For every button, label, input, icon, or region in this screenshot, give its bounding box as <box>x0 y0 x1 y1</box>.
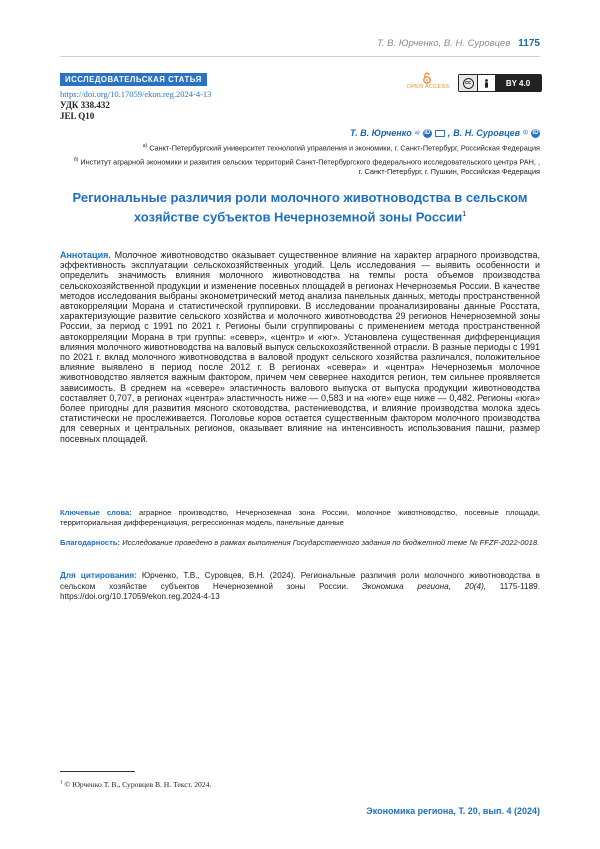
citation-journal: Экономика региона, 20(4), <box>361 581 487 591</box>
udk-code: УДК 338.432 <box>60 100 110 110</box>
orcid-icon[interactable]: iD <box>532 130 539 136</box>
journal-footer: Экономика региона, Т. 20, вып. 4 (2024) <box>366 806 540 816</box>
citation <box>60 571 540 603</box>
acknowledgments-text: Исследование проведено в рамках выполнения Государственного задания по бюджетной теме № FFZF-2022-0018. <box>122 538 540 547</box>
footnote <box>60 780 211 789</box>
open-access-logo <box>398 74 458 96</box>
running-authors: Т. В. Юрченко, В. Н. Суровцев <box>376 38 511 49</box>
license-label: BY 4.0 <box>495 75 541 91</box>
title-footnote-mark: 1 <box>462 211 467 218</box>
open-access-text: OPEN ACCESS <box>406 84 450 90</box>
article-title <box>60 189 540 225</box>
attribution-person-icon <box>483 79 490 88</box>
abstract-text: Молочное животноводство оказывает существенное влияние на характер аграрного производства, эффективность эксплуатации сельскохозяйственных угодий. Цель исследования — выявить особенности и определить значимость влияния молочного животноводства на темпы роста объемов производства сельскохозяйственной продукции и изменение посевных площадей в регионах Нечерноземья России. В качестве методов исследования выбраны эконометрический метод анализа панельных данных, методы пространственной автокорреляции Морана и статистической группировки. В исследовании проанализированы данные Росстата, характеризующие развитие сельского хозяйства и молочного животноводства 29 регионов Нечерноземной зоны России, за период с 1991 по 2021 г. Регионы были сгруппированы с применением метода пространственной автокорреляции Морана в три группы: «север», «центр» и «юг». Установлена существенная дифференциация влияния молочного животноводства на валовый выпуск сельскохозяйственной отрасли. В разные периоды с 1991 по 2021 г. вклад молочного животноводства в валовой продукт сельского хозяйства различался, положительное влияние выявлено в период после 2012 г. В регионах «севера» и «центра» Нечерноземья молочное животноводство является важным фактором, причем чем севернее находится регион, тем сильнее проявляется зависимость. В среднем на «севере» эластичность валового выпуска от выпуска продукции животноводства составляет 0,707, в регионах «центра» эластичность ниже — 0,583 и на «юге» еще ниже — 0,482. Регионы «юга» более пригодны для развития мясного скотоводства, растениеводства, и влияние производства молока здесь статистически не прослеживается. Поголовье коров остается существенным фактором молочного производства для северных и центральных регионов, оказывает влияние на интенсивность использования пашни, размер посевных площадей. <box>60 250 540 444</box>
header-rule <box>60 56 540 57</box>
affiliation-text: Институт аграрной экономики и развития сельских территорий Санкт-Петербургского федерального исследовательского центра РАН, , г. Санкт-Петербург, г. Пушкин, Российская Федерация <box>80 157 540 177</box>
running-head <box>377 38 540 49</box>
affiliation-mark: б) <box>523 130 528 136</box>
keywords <box>60 508 540 528</box>
open-access-lock-icon <box>422 72 432 84</box>
abstract <box>60 250 540 444</box>
cc-license-badge[interactable] <box>458 74 542 92</box>
affiliation-mark: б) <box>73 157 79 163</box>
acknowledgments <box>60 538 540 548</box>
author-line <box>350 128 540 138</box>
article-type-badge: ИССЛЕДОВАТЕЛЬСКАЯ СТАТЬЯ <box>60 73 207 86</box>
affiliation-text: Санкт-Петербургский университет технологий управления и экономики, г. Санкт-Петербург, Российская Федерация <box>149 143 540 153</box>
author-separator: , <box>447 128 451 138</box>
footnote-mark: 1 <box>60 780 63 786</box>
orcid-icon[interactable]: iD <box>424 130 431 136</box>
cc-icon: cc <box>463 78 474 89</box>
citation-pages-doi: 1175-1189. https://doi.org/10.17059/ekon.reg.2024-4-13 <box>60 581 540 601</box>
keywords-text: аграрное производство, Нечерноземная зона России, молочное животноводство, посевные площади, территориальная дифференциация, регрессионная модель, панельные данные <box>60 508 540 527</box>
affiliation <box>70 155 540 177</box>
affiliation-mark: а) <box>142 143 148 149</box>
affiliation-mark: a) <box>414 130 420 136</box>
email-icon[interactable] <box>435 130 445 137</box>
author-name: Т. В. Юрченко <box>349 128 412 138</box>
citation-label: Для цитирования: <box>60 571 137 580</box>
footnote-text: © Юрченко Т. В., Суровцев В. Н. Текст. 2024. <box>64 780 212 789</box>
doi-link[interactable]: https://doi.org/10.17059/ekon.reg.2024-4-13 <box>60 89 212 99</box>
affiliation <box>70 141 540 153</box>
acknowledgments-label: Благодарность: <box>60 538 121 547</box>
page-number: 1175 <box>518 38 540 49</box>
footnote-rule <box>60 771 135 772</box>
citation-text: Юрченко, Т.В., Суровцев, В.Н. (2024). Региональные различия роли молочного животноводства в сельском хозяйстве субъектов Нечерноземной зоны России. <box>60 571 540 591</box>
jel-code: JEL Q10 <box>60 111 95 121</box>
abstract-label: Аннотация. <box>60 250 111 260</box>
title-text: Региональные различия роли молочного животноводства в сельском хозяйстве субъектов Нечерноземной зоны России <box>72 190 528 225</box>
keywords-label: Ключевые слова: <box>60 508 132 517</box>
author-name: В. Н. Суровцев <box>453 128 521 138</box>
